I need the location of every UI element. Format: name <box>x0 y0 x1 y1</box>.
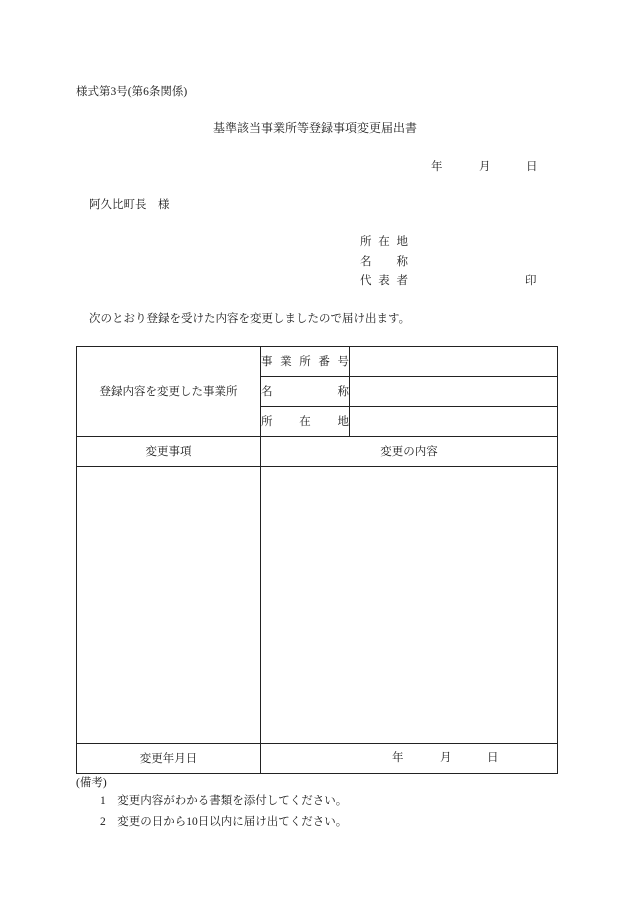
date-day-label: 日 <box>526 161 538 173</box>
change-date-label: 変更年月日 <box>77 744 261 774</box>
document-title: 基準該当事業所等登録事項変更届出書 <box>212 121 417 135</box>
facility-name-label-text: 名 称 <box>261 385 349 398</box>
facility-address-value <box>350 407 558 437</box>
date-month-label: 月 <box>479 161 491 173</box>
table-row <box>77 744 558 774</box>
applicant-representative-label: 代 表 者 <box>360 275 408 287</box>
change-date-day: 日 <box>487 752 499 764</box>
note-item: 1 変更内容がわかる書類を添付してください。 <box>100 795 348 807</box>
table-row <box>77 467 558 744</box>
addressee: 阿久比町長 様 <box>89 199 170 211</box>
applicant-address-label: 所 在 地 <box>360 236 408 248</box>
facility-header <box>77 347 261 437</box>
change-form-table <box>76 346 558 774</box>
facility-header-text: 登録内容を変更した事業所 <box>99 385 238 398</box>
notes-heading: (備考) <box>76 777 107 789</box>
change-date-year: 年 <box>392 752 404 764</box>
seal-mark: 印 <box>525 275 537 287</box>
applicant-name-label: 名 称 <box>360 256 408 268</box>
facility-name-label <box>261 377 350 407</box>
form-number: 様式第3号(第6条関係) <box>76 86 188 98</box>
date-year-label: 年 <box>431 161 443 173</box>
note-item: 2 変更の日から10日以内に届け出てください。 <box>100 816 348 828</box>
facility-number-label-text: 事 業 所 番 号 <box>261 355 349 368</box>
change-date-value <box>261 744 558 774</box>
facility-address-label-text: 所 在 地 <box>261 415 349 428</box>
statement: 次のとおり登録を受けた内容を変更しましたので届け出ます。 <box>89 313 411 325</box>
change-item-header: 変更事項 <box>77 437 261 467</box>
facility-number-label <box>261 347 350 377</box>
change-item-value <box>77 467 261 744</box>
facility-address-label <box>261 407 350 437</box>
table-row <box>77 347 558 377</box>
facility-number-value <box>350 347 558 377</box>
change-content-header: 変更の内容 <box>261 437 558 467</box>
change-date-month: 月 <box>440 752 452 764</box>
facility-name-value <box>350 377 558 407</box>
change-content-value <box>261 467 558 744</box>
table-header-row <box>77 437 558 467</box>
